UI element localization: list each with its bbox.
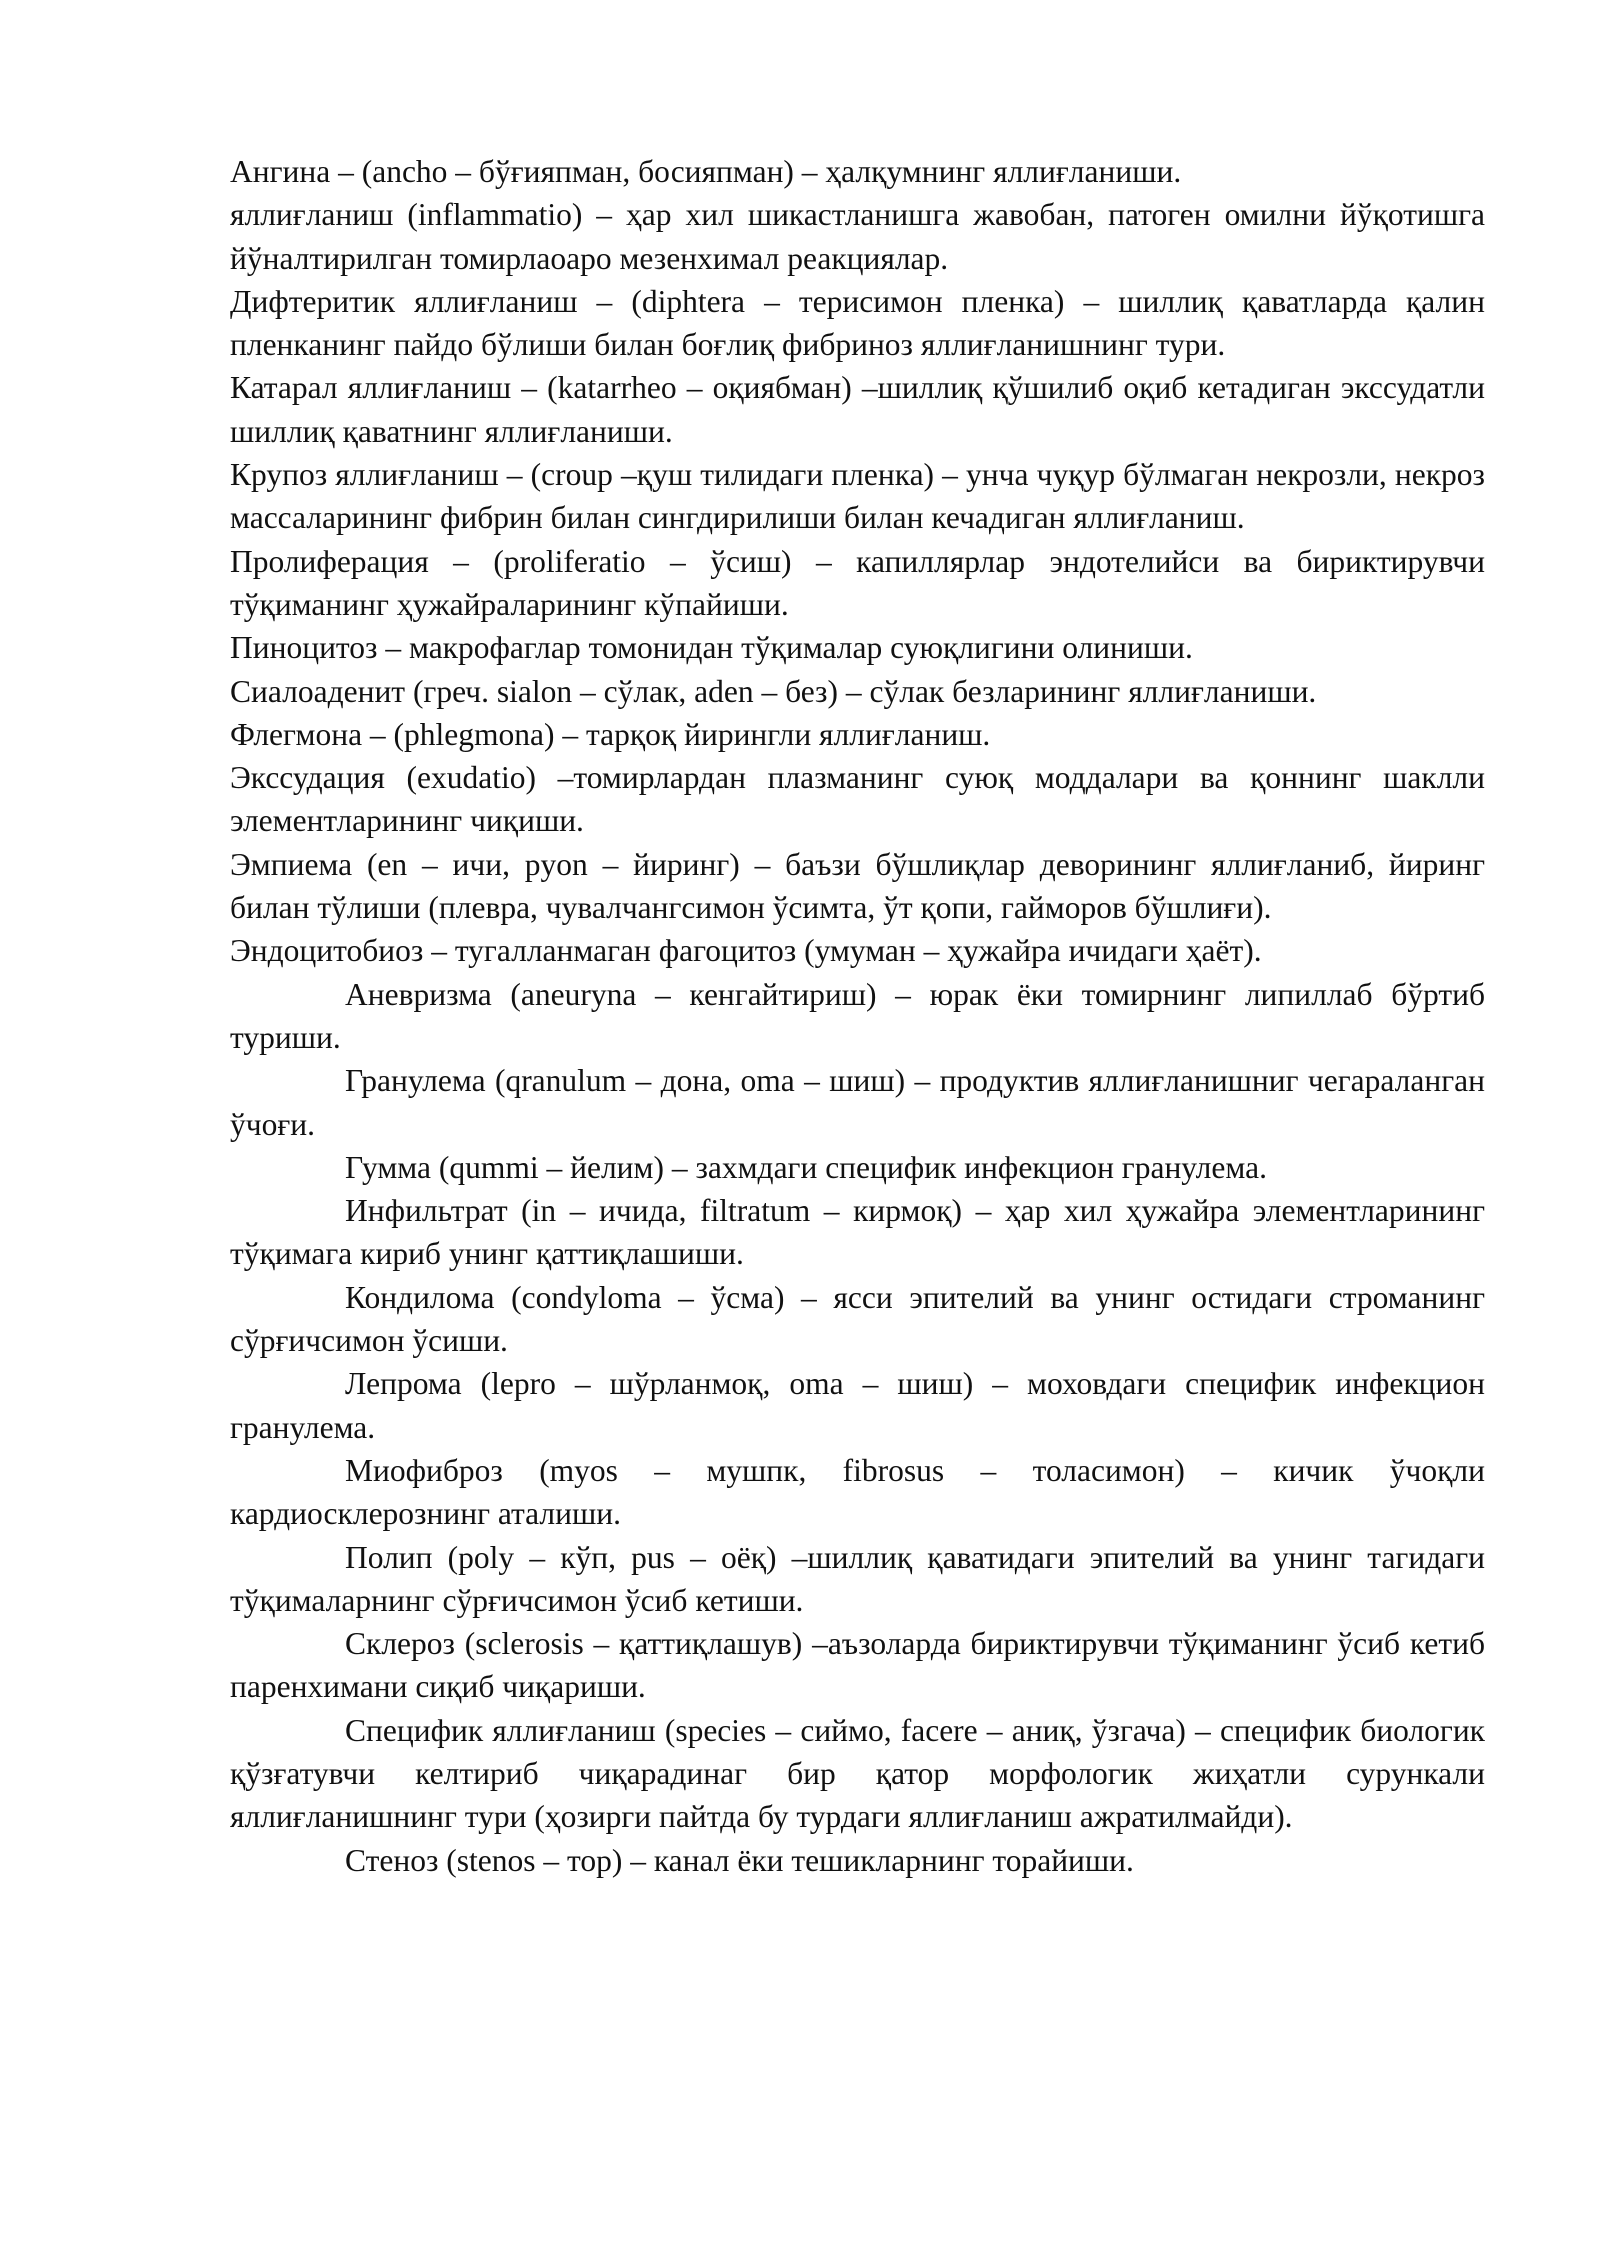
- glossary-entry-proliferation: Пролиферация – (proliferatio – ўсиш) – капиллярлар эндотелийси ва бириктирувчи тўқиманинг ҳужайраларининг кўпайиши.: [230, 543, 1485, 622]
- glossary-entry-gumma: Гумма (qummi – йелим) – захмдаги специфик инфекцион гранулема.: [345, 1149, 1267, 1185]
- glossary-entry-empyema: Эмпиема (en – ичи, pyon – йиринг) – баъзи бўшлиқлар деворининг яллиғланиб, йиринг билан тўлиши (плевра, чувалчангсимон ўсимта, ўт қопи, гайморов бўшлиғи).: [230, 846, 1485, 926]
- glossary-entry-diphtheritic: Дифтеритик яллиғланиш – (diphtera – терисимон пленка) – шиллиқ қаватларда қалин пленканинг пайдо бўлиши билан боғлиқ фибриноз яллиғланишнинг тури.: [230, 283, 1485, 363]
- glossary-entry-leproma: Лепрома (lepro – шўрланмоқ, oma – шиш) – моховдаги специфик инфекцион гранулема.: [230, 1366, 1485, 1445]
- glossary-entry-inflammation: яллиғланиш (inflammatio) – ҳар хил шикастланишга жавобан, патоген омилни йўқотишга йўналтирилган томирлаоаро мезенхимал реакциялар.: [230, 197, 1485, 276]
- glossary-entry-infiltrate: Инфильтрат (in – ичида, filtratum – кирмоқ) – ҳар хил ҳужайра элементларининг тўқимага кириб унинг қаттиқлашиши.: [230, 1193, 1485, 1272]
- glossary-entry-myofibrosis: Миофиброз (myos – мушпк, fibrosus – толасимон) – кичик ўчоқли кардиосклерознинг аталиши.: [230, 1452, 1485, 1532]
- glossary-entry-condyloma: Кондилома (condyloma – ўсма) – ясси эпителий ва унинг остидаги строманинг сўрғичсимон ўсиши.: [230, 1279, 1485, 1359]
- glossary-entry-exudation: Экссудация (exudatio) –томирлардан плазманинг суюқ моддалари ва қоннинг шаклли элементларининг чиқиши.: [230, 760, 1485, 839]
- glossary-entry-sialadenitis: Сиалоаденит (греч. sialon – сўлак, aden – без) – сўлак безларининг яллиғланиши.: [230, 673, 1317, 709]
- glossary-entry-granuloma: Гранулема (qranulum – дона, oma – шиш) – продуктив яллиғланишниг чегараланган ўчоғи.: [230, 1063, 1485, 1142]
- glossary-entry-stenosis: Стеноз (stenos – тор) – канал ёки тешикларнинг торайиши.: [345, 1842, 1134, 1878]
- glossary-entry-phlegmon: Флегмона – (phlegmona) – тарқоқ йирингли яллиғланиш.: [230, 716, 991, 752]
- glossary-entry-angina: Ангина – (ancho – бўғияпман, босияпман) – ҳалқумнинг яллиғланиши.: [230, 154, 1182, 189]
- glossary-text: [230, 150, 1485, 1882]
- glossary-entry-aneurysm: Аневризма (aneurуna – кенгайтириш) – юрак ёки томирнинг липиллаб бўртиб туриши.: [230, 976, 1485, 1055]
- glossary-entry-pinocytosis: Пиноцитоз – макрофаглар томонидан тўқималар суюқлигини олиниши.: [230, 630, 1193, 666]
- glossary-entry-catarrhal: Катарал яллиғланиш – (katarrheo – оқиябман) –шиллиқ қўшилиб оқиб кетадиган экссудатли шиллиқ қаватнинг яллиғланиши.: [230, 370, 1485, 449]
- glossary-entry-endocytobiosis: Эндоцитобиоз – тугалланмаган фагоцитоз (умуман – ҳужайра ичидаги ҳаёт).: [230, 933, 1262, 969]
- glossary-entry-polyp: Полип (poly – кўп, pus – оёқ) –шиллиқ қаватидаги эпителий ва унинг тагидаги тўқималарнинг сўрғичсимон ўсиб кетиши.: [230, 1539, 1485, 1618]
- glossary-entry-specific-inflammation: Специфик яллиғланиш (species – сиймо, facere – аниқ, ўзгача) – специфик биологик қўзғатувчи келтириб чиқарадинаг бир қатор морфологик жиҳатли сурункали яллиғланишнинг тури (ҳозирги пайтда бу турдаги яллиғланиш ажратилмайди).: [230, 1712, 1485, 1835]
- glossary-entry-croupous: Крупоз яллиғланиш – (croup –қуш тилидаги пленка) – унча чуқур бўлмаган некрозли, некроз массаларининг фибрин билан сингдирилиши билан кечадиган яллиғланиш.: [230, 457, 1485, 536]
- glossary-entry-sclerosis: Склероз (sclerosis – қаттиқлашув) –аъзоларда бириктирувчи тўқиманинг ўсиб кетиб паренхимани сиқиб чиқариши.: [230, 1626, 1485, 1705]
